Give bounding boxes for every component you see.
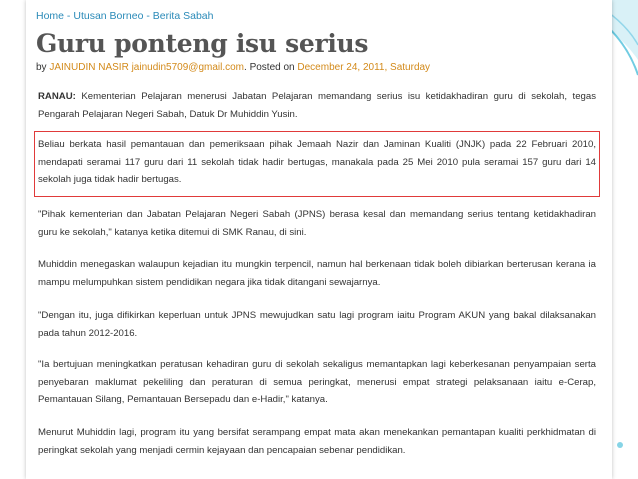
lead-text: Kementerian Pelajaran menerusi Jabatan Pelajaran memandang serius isu ketidakhadiran guru di sekolah, tegas Pengarah Pelajaran Negeri Sabah, Datuk Dr Muhiddin Yusin.: [38, 91, 596, 120]
byline-date: December 24, 2011, Saturday: [297, 62, 431, 73]
article-byline: [36, 62, 430, 73]
article-paragraph: Muhiddin menegaskan walaupun kejadian itu mungkin terpencil, namun hal berkenaan tidak boleh dibiarkan berterusan kerana ia mampu melumpuhkan sistem pendidikan negara jika tidak ditangani sewajarnya.: [38, 259, 596, 288]
byline-prefix: by: [36, 62, 47, 73]
breadcrumb-separator: -: [143, 10, 153, 22]
breadcrumb-home-link[interactable]: Home: [36, 10, 65, 22]
article-lead-paragraph: [38, 88, 596, 123]
article-paragraph: Beliau berkata hasil pemantauan dan pemeriksaan pihak Jemaah Nazir dan Jaminan Kualiti (JNJK) pada 22 Februari 2010, mendapati seramai 117 guru dari 11 sekolah tidak hadir bertugas, manakala pada 25 Mei 2010 pula seramai 157 guru dari 14 sekolah juga tidak hadir bertugas.: [38, 139, 596, 185]
article-paragraph: "Ia bertujuan meningkatkan peratusan kehadiran guru di sekolah sekaligus memantapkan lagi keberkesanan penyampaian serta penyebaran maklumat pekeliling dan peraturan di semua peringkat, menerusi empat strategi pelaksanaan iaitu e-Cerap, Pemantauan Silang, Pemantauan Bersepadu dan e-Hadir," katanya.: [38, 359, 596, 405]
breadcrumb-category-link[interactable]: Berita Sabah: [152, 10, 214, 22]
article-page: [26, 0, 612, 479]
breadcrumb: [36, 10, 213, 22]
article-title: Guru ponteng isu serius: [36, 29, 369, 58]
lead-location: RANAU:: [38, 91, 76, 102]
article-paragraph: Menurut Muhiddin lagi, program itu yang bersifat serampang empat mata akan menekankan pemantapan kualiti perkhidmatan di peringkat sekolah yang menjadi cermin kejayaan dan pencapaian sebenar pendidikan.: [38, 427, 596, 456]
article-paragraph: "Dengan itu, juga difikirkan keperluan untuk JPNS mewujudkan satu lagi program iaitu Program AKUN yang bakal dilaksanakan pada tahun 2012-2016.: [38, 310, 596, 339]
breadcrumb-section-link[interactable]: Utusan Borneo: [73, 10, 144, 22]
byline-author-link[interactable]: JAINUDIN NASIR jainudin5709@gmail.com: [49, 62, 245, 73]
byline-posted-prefix: . Posted on: [244, 62, 295, 73]
breadcrumb-separator: -: [64, 10, 74, 22]
article-paragraph: "Pihak kementerian dan Jabatan Pelajaran Negeri Sabah (JPNS) berasa kesal dan memandang serius tentang ketidakhadiran guru ke sekolah," katanya ketika ditemui di SMK Ranau, di sini.: [38, 209, 596, 238]
